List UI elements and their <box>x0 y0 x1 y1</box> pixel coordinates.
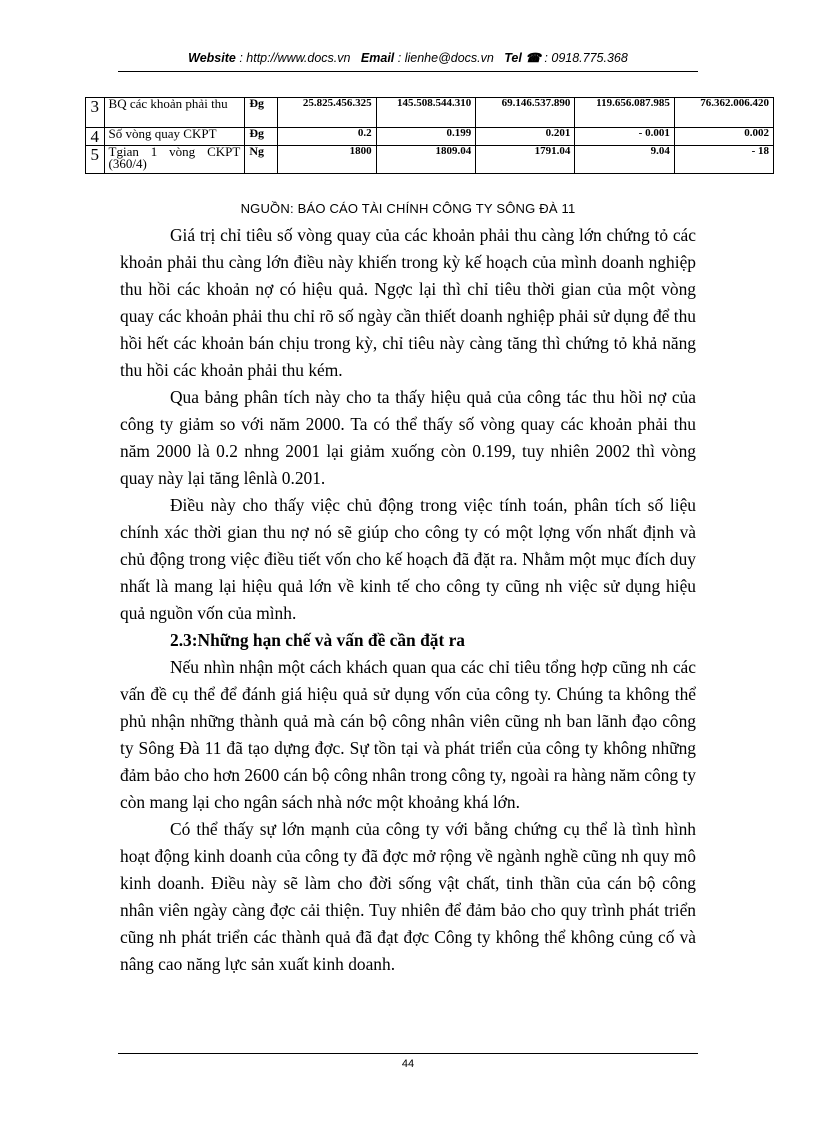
table-row <box>86 128 774 146</box>
cell-value: 1809.04 <box>376 146 476 174</box>
header-divider <box>118 71 698 72</box>
table-row <box>86 98 774 128</box>
website-url: : http://www.docs.vn <box>239 51 351 65</box>
row-number: 4 <box>86 128 105 146</box>
row-unit: Ng <box>245 146 277 174</box>
row-number: 5 <box>86 146 105 174</box>
cell-value: 1800 <box>277 146 376 174</box>
row-label: BQ các khoản phải thu <box>104 98 245 128</box>
cell-value: 0.201 <box>476 128 575 146</box>
email-value: : lienhe@docs.vn <box>397 51 494 65</box>
cell-value: 0.199 <box>376 128 476 146</box>
email-label: Email <box>360 51 395 65</box>
cell-value: 119.656.087.985 <box>575 98 675 128</box>
footer-divider <box>118 1053 698 1054</box>
cell-value: 0.2 <box>277 128 376 146</box>
paragraph: Có thể thấy sự lớn mạnh của công ty với bằng chứng cụ thể là tình hình hoạt động kinh doanh của công ty đã đợc mở rộng về ngành nghề cũng nh quy mô kinh doanh. Điều này sẽ làm cho đời sống vật chất, tinh thần của cán bộ công nhân viên ngày càng đợc cải thiện. Tuy nhiên để đảm bảo cho quy trình phát triển cũng nh phát triển các thành quả đã đạt đợc Công ty không thể không củng cố và nâng cao năng lực sản xuất kinh doanh. <box>120 819 696 974</box>
body-text <box>120 222 696 978</box>
row-unit: Đg <box>245 128 277 146</box>
cell-value: - 18 <box>674 146 773 174</box>
row-label: Số vòng quay CKPT <box>104 128 245 146</box>
cell-value: - 0.001 <box>575 128 675 146</box>
section-heading: 2.3:Những hạn chế và vấn đề cần đặt ra <box>170 630 465 650</box>
cell-value: 9.04 <box>575 146 675 174</box>
paragraph: Nếu nhìn nhận một cách khách quan qua các chỉ tiêu tổng hợp cũng nh các vấn đề cụ thể để đánh giá hiệu quả sử dụng vốn của công ty. Chúng ta không thể phủ nhận những thành quả mà cán bộ công nhân viên cũng nh ban lãnh đạo công ty Sông Đà 11 đã tạo dựng đợc. Sự tồn tại và phát triển của công ty không những đảm bảo cho hơn 2600 cán bộ công nhân trong công ty, ngoài ra hàng năm công ty còn mang lại cho ngân sách nhà nớc một khoảng khá lớn. <box>120 657 696 812</box>
tel-value: : 0918.775.368 <box>544 51 628 65</box>
website-label: Website <box>188 51 236 65</box>
table-row <box>86 146 774 174</box>
row-number: 3 <box>86 98 105 128</box>
cell-value: 1791.04 <box>476 146 575 174</box>
paragraph: Điều này cho thấy việc chủ động trong việc tính toán, phân tích số liệu chính xác thời gian thu nợ nó sẽ giúp cho công ty có một lợng vốn nhất định và chủ động trong việc điều tiết vốn cho kế hoạch đã đặt ra. Nhằm một mục đích duy nhất là mang lại hiệu quả lớn về kinh tế cho công ty cũng nh việc sử dụng hiệu quả nguồn vốn của mình. <box>120 495 696 623</box>
cell-value: 25.825.456.325 <box>277 98 376 128</box>
cell-value: 145.508.544.310 <box>376 98 476 128</box>
phone-icon: ☎ <box>525 51 541 65</box>
cell-value: 69.146.537.890 <box>476 98 575 128</box>
page-header <box>118 50 698 65</box>
tel-label: Tel <box>504 51 522 65</box>
table-source-caption: NGUỒN: BÁO CÁO TÀI CHÍNH CÔNG TY SÔNG ĐÀ 11 <box>240 201 576 216</box>
cell-value: 76.362.006.420 <box>674 98 773 128</box>
paragraph: Giá trị chỉ tiêu số vòng quay của các khoản phải thu càng lớn chứng tỏ các khoản phải thu càng lớn điều này khiến trong kỳ kế hoạch của mình doanh nghiệp thu hồi các khoản nợ có hiệu quả. Ngợc lại thì chỉ tiêu thời gian của một vòng quay các khoản phải thu chỉ rõ số ngày cần thiết doanh nghiệp phải sử dụng để thu hồi hết các khoản bán chịu trong kỳ, chỉ tiêu này càng tăng thì chứng tỏ khả năng thu hồi các khoản phải thu kém. <box>120 225 696 380</box>
row-label: Tgian 1 vòng CKPT (360/4) <box>104 146 245 174</box>
page-number: 44 <box>401 1058 415 1070</box>
cell-value: 0.002 <box>674 128 773 146</box>
row-unit: Đg <box>245 98 277 128</box>
paragraph: Qua bảng phân tích này cho ta thấy hiệu quả của công tác thu hồi nợ của công ty giảm so với năm 2000. Ta có thể thấy số vòng quay các khoản phải thu năm 2000 là 0.2 nhng 2001 lại giảm xuống còn 0.199, tuy nhiên 2002 thì vòng quay này lại tăng lênlà 0.201. <box>120 387 696 488</box>
receivables-table <box>85 97 774 174</box>
